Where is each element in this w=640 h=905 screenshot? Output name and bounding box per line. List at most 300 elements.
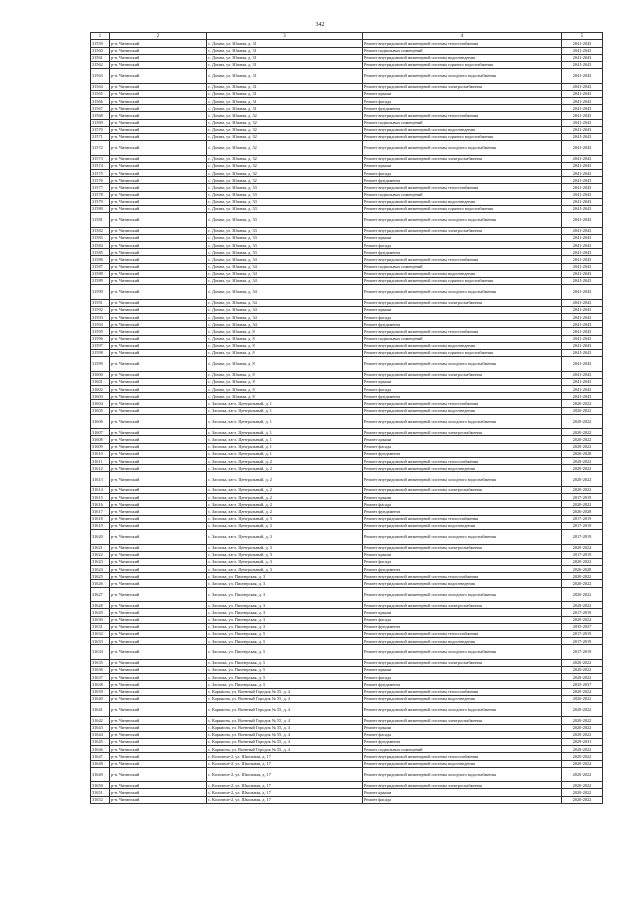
work-type-cell: Ремонт крыши — [363, 162, 562, 169]
work-type-cell: Ремонт внутридомовой инженерной системы водоотведения — [363, 54, 562, 61]
planned-years-cell: 2041-2043 — [562, 162, 603, 169]
table-row — [91, 277, 603, 284]
table-row — [91, 162, 603, 169]
row-id-cell: 31571 — [91, 133, 110, 140]
row-id-cell: 31630 — [91, 616, 110, 623]
work-type-cell: Ремонт внутридомовой инженерной системы электроснабжения — [363, 544, 562, 551]
page-number: 342 — [315, 22, 325, 28]
row-id-cell: 31611 — [91, 458, 110, 465]
planned-years-cell: 2041-2043 — [562, 205, 603, 212]
district-cell: р-н. Читинский — [110, 414, 207, 429]
planned-years-cell: 2020-2022 — [562, 414, 603, 429]
table-row — [91, 609, 603, 616]
planned-years-cell: 2020-2022 — [562, 587, 603, 602]
work-type-cell: Ремонт внутридомовой инженерной системы холодного водоснабжения — [363, 285, 562, 300]
table-row — [91, 191, 603, 198]
row-id-cell: 31564 — [91, 83, 110, 90]
table-row — [91, 112, 603, 119]
row-id-cell: 31590 — [91, 285, 110, 300]
row-id-cell: 31573 — [91, 155, 110, 162]
district-cell: р-н. Читинский — [110, 357, 207, 372]
district-cell: р-н. Читинский — [110, 695, 207, 702]
column-number-row — [91, 33, 603, 40]
planned-years-cell: 2041-2043 — [562, 263, 603, 270]
planned-years-cell: 2041-2043 — [562, 328, 603, 335]
row-id-cell: 31629 — [91, 609, 110, 616]
planned-years-cell: 2017-2019 — [562, 630, 603, 637]
address-cell: с. Домна, ул. Южная, д. 34 — [207, 306, 363, 313]
district-cell: р-н. Читинский — [110, 69, 207, 84]
district-cell: р-н. Читинский — [110, 54, 207, 61]
address-cell: с. Домна, ул. Южная, д. 33 — [207, 198, 363, 205]
address-cell: с. Домна, ул. Южная, д. 32 — [207, 177, 363, 184]
district-cell: р-н. Читинский — [110, 638, 207, 645]
work-type-cell: Ремонт подвальных помещений — [363, 746, 562, 753]
address-cell: с. Каркиона, ул. Военный Городок № 55, д. 4 — [207, 688, 363, 695]
address-cell: с. Каркиона, ул. Военный Городок № 55, д. 4 — [207, 746, 363, 753]
planned-years-cell: 2020-2022 — [562, 753, 603, 760]
work-type-cell: Ремонт крыши — [363, 378, 562, 385]
address-cell: с. Домна, ул. Южная, д. 32 — [207, 141, 363, 156]
planned-years-cell: 2041-2043 — [562, 270, 603, 277]
row-id-cell: 31628 — [91, 602, 110, 609]
address-cell: с. Засопка, кв-л. Центральный, д. 1 — [207, 450, 363, 457]
work-type-cell: Ремонт внутридомовой инженерной системы холодного водоснабжения — [363, 530, 562, 545]
table-row — [91, 789, 603, 796]
row-id-cell: 31651 — [91, 789, 110, 796]
district-cell: р-н. Читинский — [110, 566, 207, 573]
row-id-cell: 31635 — [91, 659, 110, 666]
work-type-cell: Ремонт внутридомовой инженерной системы водоотведения — [363, 126, 562, 133]
district-cell: р-н. Читинский — [110, 515, 207, 522]
address-cell: с. Засопка, ул. Пионерская, д. 3 — [207, 602, 363, 609]
work-type-cell: Ремонт внутридомовой инженерной системы горячего водоснабжения — [363, 205, 562, 212]
address-cell: с. Домна, ул. Южная, д. 33 — [207, 205, 363, 212]
address-cell: с. Засопка, ул. Пионерская, д. 5 — [207, 645, 363, 660]
planned-years-cell: 2041-2043 — [562, 126, 603, 133]
address-cell: с. Каркиона, ул. Военный Городок № 55, д. 4 — [207, 738, 363, 745]
district-cell: р-н. Читинский — [110, 508, 207, 515]
district-cell: р-н. Читинский — [110, 170, 207, 177]
table-row — [91, 249, 603, 256]
work-type-cell: Ремонт внутридомовой инженерной системы водоотведения — [363, 407, 562, 414]
table-row — [91, 551, 603, 558]
table-row — [91, 133, 603, 140]
row-id-cell: 31589 — [91, 277, 110, 284]
district-cell: р-н. Читинский — [110, 162, 207, 169]
address-cell: с. Домна, ул. Южная, д. 32 — [207, 119, 363, 126]
address-cell: с. Домна, ул. Южная, д. 32 — [207, 155, 363, 162]
address-cell: с. Каркиона, ул. Военный Городок № 55, д. 4 — [207, 724, 363, 731]
address-cell: с. Домна, ул. Южная, д. 31 — [207, 54, 363, 61]
work-type-cell: Ремонт внутридомовой инженерной системы теплоснабжения — [363, 112, 562, 119]
row-id-cell: 31572 — [91, 141, 110, 156]
table-row — [91, 472, 603, 487]
district-cell: р-н. Читинский — [110, 184, 207, 191]
table-row — [91, 666, 603, 673]
work-type-cell: Ремонт фасада — [363, 314, 562, 321]
row-id-cell: 31583 — [91, 234, 110, 241]
planned-years-cell: 2041-2043 — [562, 61, 603, 68]
planned-years-cell: 2020-2022 — [562, 616, 603, 623]
work-type-cell: Ремонт фасада — [363, 242, 562, 249]
work-type-cell: Ремонт крыши — [363, 724, 562, 731]
row-id-cell: 31562 — [91, 61, 110, 68]
row-id-cell: 31576 — [91, 177, 110, 184]
work-type-cell: Ремонт фундамента — [363, 321, 562, 328]
table-row — [91, 306, 603, 313]
row-id-cell: 31609 — [91, 443, 110, 450]
address-cell: с. Домна, ул. Южная, д. 31 — [207, 105, 363, 112]
address-cell: с. Засопка, кв-л. Центральный, д. 1 — [207, 400, 363, 407]
district-cell: р-н. Читинский — [110, 349, 207, 356]
address-cell: с. Домна, ул. Южная, д. 33 — [207, 184, 363, 191]
district-cell: р-н. Читинский — [110, 544, 207, 551]
work-type-cell: Ремонт внутридомовой инженерной системы горячего водоснабжения — [363, 61, 562, 68]
row-id-cell: 31570 — [91, 126, 110, 133]
address-cell: с. Домна, ул. Южная, д. 31 — [207, 69, 363, 84]
work-type-cell: Ремонт подвальных помещений — [363, 263, 562, 270]
planned-years-cell: 2041-2043 — [562, 335, 603, 342]
planned-years-cell: 2026-2028 — [562, 508, 603, 515]
row-id-cell: 31559 — [91, 40, 110, 47]
address-cell: с. Засопка, кв-л. Центральный, д. 2 — [207, 465, 363, 472]
row-id-cell: 31640 — [91, 695, 110, 702]
table-row — [91, 681, 603, 688]
work-type-cell: Ремонт внутридомовой инженерной системы холодного водоснабжения — [363, 472, 562, 487]
work-type-cell: Ремонт внутридомовой инженерной системы холодного водоснабжения — [363, 767, 562, 782]
planned-years-cell: 2020-2022 — [562, 602, 603, 609]
planned-years-cell: 2020-2022 — [562, 789, 603, 796]
table-row — [91, 285, 603, 300]
table-row — [91, 458, 603, 465]
planned-years-cell: 2041-2043 — [562, 249, 603, 256]
row-id-cell: 31588 — [91, 270, 110, 277]
work-type-cell: Ремонт внутридомовой инженерной системы теплоснабжения — [363, 515, 562, 522]
address-cell: с. Домна, ул. Южная, д. 33 — [207, 213, 363, 228]
district-cell: р-н. Читинский — [110, 90, 207, 97]
table-row — [91, 342, 603, 349]
table-row — [91, 724, 603, 731]
address-cell: с. Домна, ул. Южная, д. 33 — [207, 249, 363, 256]
table-row — [91, 731, 603, 738]
district-cell: р-н. Читинский — [110, 443, 207, 450]
address-cell: с. Домна, ул. Южная, д. 31 — [207, 47, 363, 54]
planned-years-cell: 2041-2043 — [562, 155, 603, 162]
address-cell: с. Колочное-2, ул. Школьная, д. 17 — [207, 760, 363, 767]
table-row — [91, 299, 603, 306]
address-cell: с. Домна, ул. Южная, д. 32 — [207, 126, 363, 133]
table-row — [91, 378, 603, 385]
table-row — [91, 796, 603, 803]
table-row — [91, 544, 603, 551]
planned-years-cell: 2020-2022 — [562, 688, 603, 695]
table-row — [91, 630, 603, 637]
district-cell: р-н. Читинский — [110, 407, 207, 414]
planned-years-cell: 2041-2043 — [562, 177, 603, 184]
address-cell: с. Засопка, ул. Пионерская, д. 5 — [207, 681, 363, 688]
address-cell: с. Засопка, кв-л. Центральный, д. 3 — [207, 530, 363, 545]
work-type-cell: Ремонт внутридомовой инженерной системы теплоснабжения — [363, 328, 562, 335]
row-id-cell: 31619 — [91, 522, 110, 529]
address-cell: с. Засопка, кв-л. Центральный, д. 1 — [207, 429, 363, 436]
address-cell: с. Засопка, ул. Пионерская, д. 3 — [207, 587, 363, 602]
table-body — [91, 40, 603, 803]
row-id-cell: 31591 — [91, 299, 110, 306]
district-cell: р-н. Читинский — [110, 314, 207, 321]
work-type-cell: Ремонт фасада — [363, 386, 562, 393]
row-id-cell: 31632 — [91, 630, 110, 637]
district-cell: р-н. Читинский — [110, 681, 207, 688]
row-id-cell: 31574 — [91, 162, 110, 169]
table-row — [91, 760, 603, 767]
planned-years-cell: 2041-2043 — [562, 105, 603, 112]
row-id-cell: 31568 — [91, 112, 110, 119]
work-type-cell: Ремонт фундамента — [363, 566, 562, 573]
work-type-cell: Ремонт внутридомовой инженерной системы электроснабжения — [363, 155, 562, 162]
district-cell: р-н. Читинский — [110, 580, 207, 587]
row-id-cell: 31580 — [91, 205, 110, 212]
district-cell: р-н. Читинский — [110, 342, 207, 349]
work-type-cell: Ремонт внутридомовой инженерной системы холодного водоснабжения — [363, 69, 562, 84]
address-cell: с. Домна, ул. Южная, д. 8 — [207, 335, 363, 342]
planned-years-cell: 2041-2043 — [562, 184, 603, 191]
work-type-cell: Ремонт подвальных помещений — [363, 47, 562, 54]
table-row — [91, 573, 603, 580]
work-type-cell: Ремонт фасада — [363, 558, 562, 565]
planned-years-cell: 2041-2043 — [562, 227, 603, 234]
address-cell: с. Домна, ул. Южная, д. 8 — [207, 378, 363, 385]
district-cell: р-н. Читинский — [110, 371, 207, 378]
row-id-cell: 31598 — [91, 349, 110, 356]
planned-years-cell: 2020-2022 — [562, 702, 603, 717]
district-cell: р-н. Читинский — [110, 666, 207, 673]
planned-years-cell: 2020-2022 — [562, 717, 603, 724]
row-id-cell: 31618 — [91, 515, 110, 522]
address-cell: с. Засопка, кв-л. Центральный, д. 2 — [207, 472, 363, 487]
row-id-cell: 31586 — [91, 256, 110, 263]
work-type-cell: Ремонт фундамента — [363, 177, 562, 184]
row-id-cell: 31560 — [91, 47, 110, 54]
planned-years-cell: 2020-2022 — [562, 573, 603, 580]
address-cell: с. Домна, ул. Южная, д. 33 — [207, 191, 363, 198]
work-type-cell: Ремонт крыши — [363, 551, 562, 558]
address-cell: с. Колочное-2, ул. Школьная, д. 17 — [207, 753, 363, 760]
address-cell: с. Засопка, кв-л. Центральный, д. 1 — [207, 407, 363, 414]
planned-years-cell: 2020-2022 — [562, 724, 603, 731]
address-cell: с. Домна, ул. Южная, д. 8 — [207, 371, 363, 378]
work-type-cell: Ремонт фасада — [363, 674, 562, 681]
table-row — [91, 407, 603, 414]
address-cell: с. Колочное-2, ул. Школьная, д. 17 — [207, 782, 363, 789]
address-cell: с. Домна, ул. Южная, д. 31 — [207, 40, 363, 47]
table-row — [91, 98, 603, 105]
row-id-cell: 31608 — [91, 436, 110, 443]
work-type-cell: Ремонт подвальных помещений — [363, 191, 562, 198]
district-cell: р-н. Читинский — [110, 277, 207, 284]
table-row — [91, 242, 603, 249]
district-cell: р-н. Читинский — [110, 119, 207, 126]
planned-years-cell: 2017-2019 — [562, 645, 603, 660]
district-cell: р-н. Читинский — [110, 47, 207, 54]
district-cell: р-н. Читинский — [110, 609, 207, 616]
table-row — [91, 580, 603, 587]
row-id-cell: 31649 — [91, 767, 110, 782]
planned-years-cell: 2026-2028 — [562, 450, 603, 457]
district-cell: р-н. Читинский — [110, 494, 207, 501]
district-cell: р-н. Читинский — [110, 328, 207, 335]
table-row — [91, 515, 603, 522]
planned-years-cell: 2017-2019 — [562, 638, 603, 645]
table-row — [91, 486, 603, 493]
table-row — [91, 263, 603, 270]
row-id-cell: 31565 — [91, 90, 110, 97]
work-type-cell: Ремонт фасада — [363, 170, 562, 177]
address-cell: с. Домна, ул. Южная, д. 32 — [207, 170, 363, 177]
work-type-cell: Ремонт фундамента — [363, 738, 562, 745]
row-id-cell: 31596 — [91, 335, 110, 342]
table-row — [91, 414, 603, 429]
table-row — [91, 314, 603, 321]
district-cell: р-н. Читинский — [110, 177, 207, 184]
planned-years-cell: 2041-2043 — [562, 112, 603, 119]
row-id-cell: 31648 — [91, 760, 110, 767]
row-id-cell: 31603 — [91, 393, 110, 400]
row-id-cell: 31650 — [91, 782, 110, 789]
district-cell: р-н. Читинский — [110, 450, 207, 457]
planned-years-cell: 2020-2022 — [562, 782, 603, 789]
row-id-cell: 31582 — [91, 227, 110, 234]
district-cell: р-н. Читинский — [110, 746, 207, 753]
planned-years-cell: 2041-2043 — [562, 349, 603, 356]
planned-years-cell: 2035-2037 — [562, 623, 603, 630]
district-cell: р-н. Читинский — [110, 530, 207, 545]
district-cell: р-н. Читинский — [110, 335, 207, 342]
row-id-cell: 31601 — [91, 378, 110, 385]
table-row — [91, 501, 603, 508]
district-cell: р-н. Читинский — [110, 141, 207, 156]
address-cell: с. Домна, ул. Южная, д. 32 — [207, 162, 363, 169]
work-type-cell: Ремонт внутридомовой инженерной системы водоотведения — [363, 270, 562, 277]
district-cell: р-н. Читинский — [110, 602, 207, 609]
planned-years-cell: 2035-2037 — [562, 681, 603, 688]
planned-years-cell: 2041-2043 — [562, 191, 603, 198]
planned-years-cell: 2041-2043 — [562, 306, 603, 313]
district-cell: р-н. Читинский — [110, 760, 207, 767]
planned-years-cell: 2041-2043 — [562, 357, 603, 372]
work-type-cell: Ремонт внутридомовой инженерной системы теплоснабжения — [363, 458, 562, 465]
work-type-cell: Ремонт внутридомовой инженерной системы теплоснабжения — [363, 400, 562, 407]
column-number: 5 — [562, 33, 603, 40]
address-cell: с. Домна, ул. Южная, д. 31 — [207, 98, 363, 105]
row-id-cell: 31634 — [91, 645, 110, 660]
table-row — [91, 155, 603, 162]
district-cell: р-н. Читинский — [110, 616, 207, 623]
row-id-cell: 31626 — [91, 580, 110, 587]
work-type-cell: Ремонт фундамента — [363, 508, 562, 515]
work-type-cell: Ремонт внутридомовой инженерной системы теплоснабжения — [363, 573, 562, 580]
address-cell: с. Каркиона, ул. Военный Городок № 55, д. 4 — [207, 695, 363, 702]
work-type-cell: Ремонт внутридомовой инженерной системы водоотведения — [363, 522, 562, 529]
district-cell: р-н. Читинский — [110, 573, 207, 580]
district-cell: р-н. Читинский — [110, 429, 207, 436]
planned-years-cell: 2041-2043 — [562, 141, 603, 156]
address-cell: с. Засопка, ул. Пионерская, д. 3 — [207, 580, 363, 587]
row-id-cell: 31566 — [91, 98, 110, 105]
table-row — [91, 47, 603, 54]
address-cell: с. Засопка, кв-л. Центральный, д. 3 — [207, 558, 363, 565]
address-cell: с. Колочное-2, ул. Школьная, д. 17 — [207, 796, 363, 803]
address-cell: с. Домна, ул. Южная, д. 32 — [207, 133, 363, 140]
district-cell: р-н. Читинский — [110, 486, 207, 493]
planned-years-cell: 2041-2043 — [562, 133, 603, 140]
table-row — [91, 702, 603, 717]
row-id-cell: 31561 — [91, 54, 110, 61]
planned-years-cell: 2041-2043 — [562, 69, 603, 84]
district-cell: р-н. Читинский — [110, 133, 207, 140]
district-cell: р-н. Читинский — [110, 256, 207, 263]
row-id-cell: 31585 — [91, 249, 110, 256]
table-row — [91, 90, 603, 97]
work-type-cell: Ремонт внутридомовой инженерной системы водоотведения — [363, 198, 562, 205]
district-cell: р-н. Читинский — [110, 522, 207, 529]
row-id-cell: 31567 — [91, 105, 110, 112]
work-type-cell: Ремонт крыши — [363, 306, 562, 313]
row-id-cell: 31624 — [91, 566, 110, 573]
district-cell: р-н. Читинский — [110, 587, 207, 602]
address-cell: с. Засопка, ул. Пионерская, д. 5 — [207, 666, 363, 673]
table-row — [91, 321, 603, 328]
planned-years-cell: 2041-2043 — [562, 371, 603, 378]
table-row — [91, 674, 603, 681]
row-id-cell: 31641 — [91, 702, 110, 717]
district-cell: р-н. Читинский — [110, 242, 207, 249]
planned-years-cell: 2026-2028 — [562, 566, 603, 573]
table-row — [91, 465, 603, 472]
address-cell: с. Засопка, кв-л. Центральный, д. 1 — [207, 443, 363, 450]
planned-years-cell: 2020-2022 — [562, 796, 603, 803]
row-id-cell: 31594 — [91, 321, 110, 328]
district-cell: р-н. Читинский — [110, 112, 207, 119]
address-cell: с. Домна, ул. Южная, д. 8 — [207, 393, 363, 400]
district-cell: р-н. Читинский — [110, 306, 207, 313]
table-row — [91, 40, 603, 47]
row-id-cell: 31625 — [91, 573, 110, 580]
address-cell: с. Засопка, кв-л. Центральный, д. 1 — [207, 436, 363, 443]
row-id-cell: 31597 — [91, 342, 110, 349]
row-id-cell: 31599 — [91, 357, 110, 372]
table-row — [91, 328, 603, 335]
district-cell: р-н. Читинский — [110, 724, 207, 731]
planned-years-cell: 2041-2043 — [562, 98, 603, 105]
planned-years-cell: 2017-2019 — [562, 515, 603, 522]
address-cell: с. Засопка, ул. Пионерская, д. 5 — [207, 630, 363, 637]
address-cell: с. Домна, ул. Южная, д. 31 — [207, 61, 363, 68]
work-type-cell: Ремонт внутридомовой инженерной системы электроснабжения — [363, 486, 562, 493]
table-row — [91, 184, 603, 191]
work-type-cell: Ремонт фасада — [363, 98, 562, 105]
planned-years-cell: 2041-2043 — [562, 386, 603, 393]
district-cell: р-н. Читинский — [110, 249, 207, 256]
work-type-cell: Ремонт фасада — [363, 616, 562, 623]
work-type-cell: Ремонт внутридомовой инженерной системы горячего водоснабжения — [363, 277, 562, 284]
work-type-cell: Ремонт крыши — [363, 666, 562, 673]
table-row — [91, 602, 603, 609]
address-cell: с. Домна, ул. Южная, д. 31 — [207, 83, 363, 90]
row-id-cell: 31613 — [91, 472, 110, 487]
planned-years-cell: 2041-2043 — [562, 83, 603, 90]
work-type-cell: Ремонт внутридомовой инженерной системы горячего водоснабжения — [363, 349, 562, 356]
